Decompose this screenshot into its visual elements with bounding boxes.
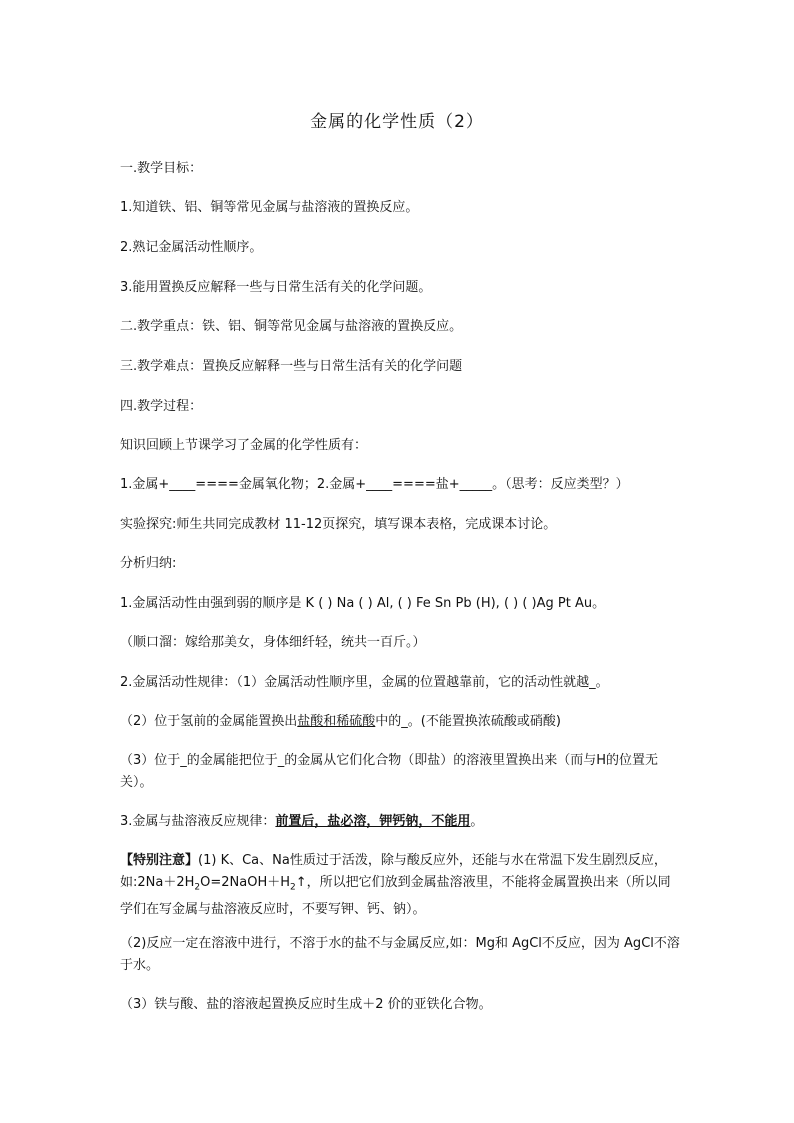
rule-2-part2-post: 中的_。(不能置换浓硫酸或硝酸)	[375, 714, 561, 729]
equation-part-a: 2Na＋2H	[137, 875, 195, 890]
difficulties: 三.教学难点：置换反应解释一些与日常生活有关的化学问题	[120, 359, 463, 374]
rule-3	[120, 811, 680, 833]
equation-part-c: ↑	[295, 875, 307, 890]
note-2: （2)反应一定在溶液中进行，不溶于水的盐不与金属反应,如：Mg和 AgCl不反应，因为 AgCl不溶于水。	[120, 936, 680, 973]
note-label: 【特别注意】	[120, 853, 199, 868]
rule-3-post: 。	[470, 814, 484, 829]
acids-underlined: 盐酸和稀硫酸	[297, 714, 376, 729]
note-1-pre: (1) K、Ca、Na性质过于活泼，除与酸反应外，还能与水在常温下发生剧烈反应，如:	[120, 853, 667, 890]
note-1	[120, 850, 680, 921]
objective-3: 3.能用置换反应解释一些与日常生活有关的化学问题。	[120, 280, 432, 295]
mnemonic: （顺口溜：嫁给那美女，身体细纤轻，统共一百斤。）	[120, 635, 426, 650]
objectives-heading: 一.教学目标：	[120, 161, 203, 176]
equation	[137, 875, 307, 893]
analysis-heading: 分析归纳:	[120, 556, 177, 571]
rule-3-pre: 3.金属与盐溶液反应规律：	[120, 814, 276, 829]
equation-part-b: O=2NaOH＋H	[200, 875, 291, 890]
review-text: 知识回顾上节课学习了金属的化学性质有：	[120, 438, 368, 453]
equation-sub-2: 2	[290, 882, 296, 893]
rule-2-part2	[120, 711, 680, 733]
rule-2-line1: 2.金属活动性规律：（1）金属活动性顺序里，金属的位置越靠前，它的活动性就越_。	[120, 675, 609, 690]
activity-order: 1.金属活动性由强到弱的顺序是 K ( ) Na ( ) Al, ( ) Fe Sn Pb (H), ( ) ( )Ag Pt Au。	[120, 596, 606, 611]
note-3: （3）铁与酸、盐的溶液起置换反应时生成＋2 价的亚铁化合物。	[120, 997, 492, 1012]
key-points: 二.教学重点：铁、铝、铜等常见金属与盐溶液的置换反应。	[120, 319, 463, 334]
process-heading: 四.教学过程：	[120, 399, 203, 414]
document-title: 金属的化学性质（2）	[310, 112, 484, 132]
experiment-text: 实验探究:师生共同完成教材 11-12页探究，填写课本表格，完成课本讨论。	[120, 517, 557, 532]
rule-2-part2-pre: （2）位于氢前的金属能置换出	[120, 714, 298, 729]
fill-in-line: 1.金属+____====金属氧化物；2.金属+____====盐+_____。（思考：反应类型？）	[120, 477, 629, 492]
objective-1: 1.知道铁、铝、铜等常见金属与盐溶液的置换反应。	[120, 200, 419, 215]
rule-2-part3: （3）位于_的金属能把位于_的金属从它们化合物（即盐）的溶液里置换出来（而与H的位置无关）。	[120, 753, 659, 790]
equation-sub-1: 2	[194, 882, 201, 893]
objective-2: 2.熟记金属活动性顺序。	[120, 240, 263, 255]
rule-3-emphasis: 前置后，盐必溶，钾钙钠，不能用	[275, 814, 471, 829]
note-1-post: ，所以把它们放到金属盐溶液里，不能将金属置换出来（所以同学们在写金属与盐溶液反应时，不要写钾、钙、钠）。	[120, 875, 671, 917]
